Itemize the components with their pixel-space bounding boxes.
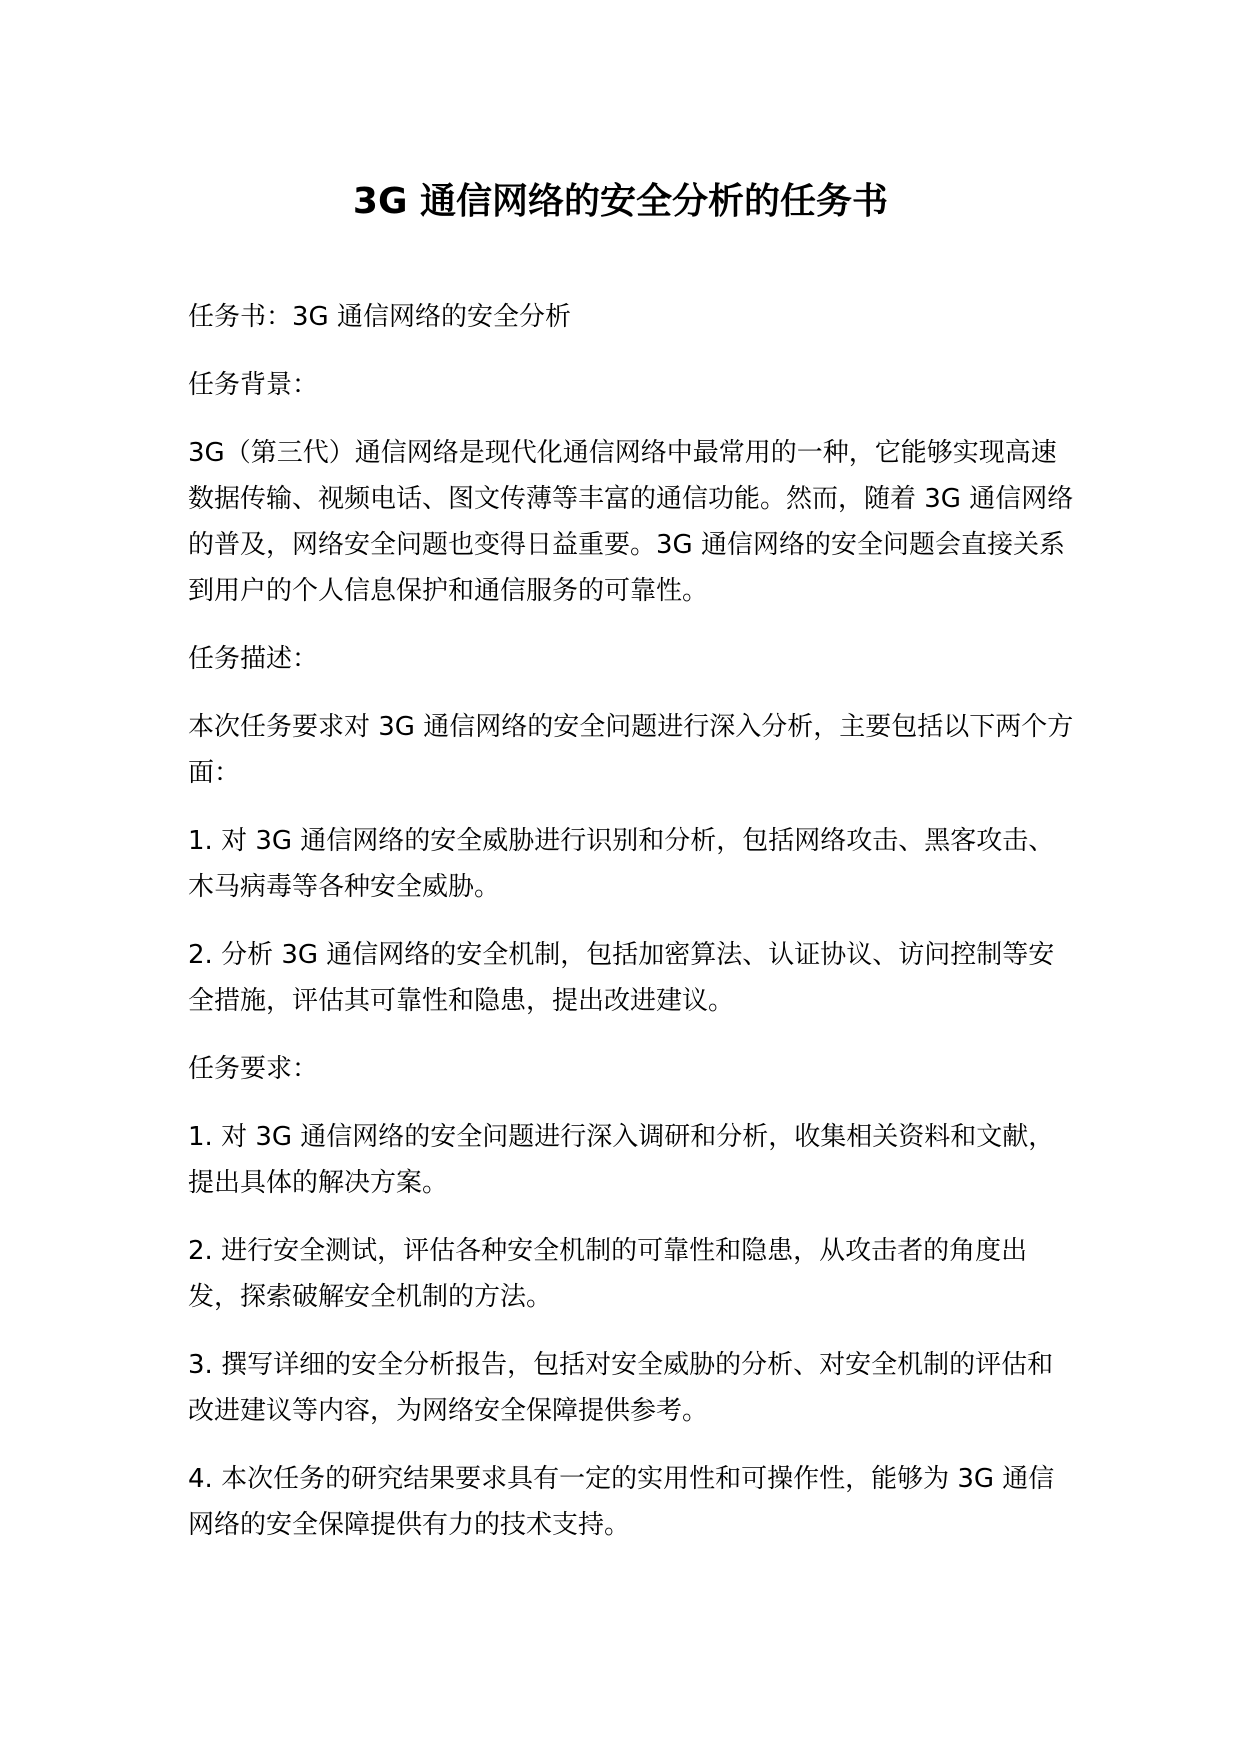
description-item-1: 1. 对 3G 通信网络的安全威胁进行识别和分析，包括网络攻击、黑客攻击、木马病毒等各种安全威胁。: [188, 826, 1055, 902]
requirement-item-3: 3. 撰写详细的安全分析报告，包括对安全威胁的分析、对安全机制的评估和改进建议等内容，为网络安全保障提供参考。: [188, 1350, 1054, 1426]
document-body: [188, 294, 1078, 1570]
document-title: 3G 通信网络的安全分析的任务书: [352, 181, 889, 222]
requirement-item-4: 4. 本次任务的研究结果要求具有一定的实用性和可操作性，能够为 3G 通信网络的安全保障提供有力的技术支持。: [188, 1464, 1055, 1540]
heading-task-description: 任务描述：: [188, 644, 319, 674]
description-item-2: 2. 分析 3G 通信网络的安全机制，包括加密算法、认证协议、访问控制等安全措施，评估其可靠性和隐患，提出改进建议。: [188, 940, 1055, 1016]
paragraph-description: 本次任务要求对 3G 通信网络的安全问题进行深入分析，主要包括以下两个方面：: [188, 712, 1074, 788]
heading-task-requirements: 任务要求：: [188, 1054, 319, 1084]
requirement-item-1: 1. 对 3G 通信网络的安全问题进行深入调研和分析，收集相关资料和文献，提出具体的解决方案。: [188, 1122, 1055, 1198]
heading-task-background: 任务背景：: [188, 370, 319, 400]
paragraph-background: 3G（第三代）通信网络是现代化通信网络中最常用的一种，它能够实现高速数据传输、视频电话、图文传薄等丰富的通信功能。然而，随着 3G 通信网络的普及，网络安全问题也变得日益重要。3G 通信网络的安全问题会直接关系到用户的个人信息保护和通信服务的可靠性。: [188, 438, 1074, 606]
paragraph-task-name: 任务书：3G 通信网络的安全分析: [188, 302, 571, 332]
requirement-item-2: 2. 进行安全测试，评估各种安全机制的可靠性和隐患，从攻击者的角度出发，探索破解安全机制的方法。: [188, 1236, 1028, 1312]
